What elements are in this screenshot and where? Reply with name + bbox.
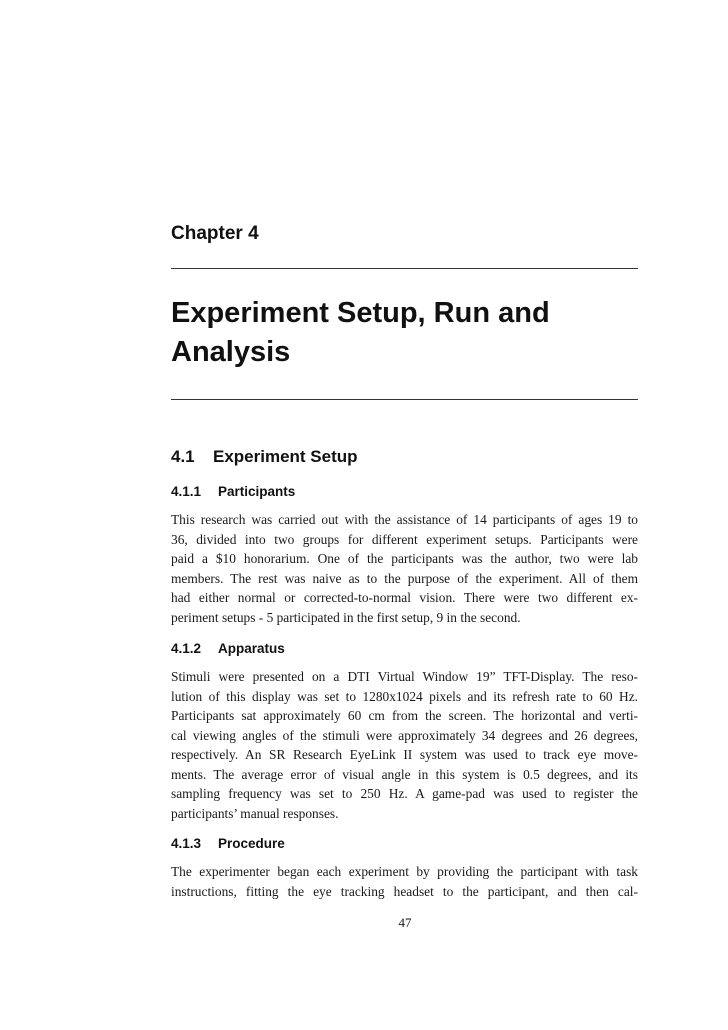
text-line: Stimuli were presented on a DTI Virtual Window 19” TFT-Display. The reso-	[171, 669, 638, 684]
paragraph-participants	[171, 510, 638, 627]
paragraph-apparatus	[171, 667, 638, 823]
text-line: lution of this display was set to 1280x1024 pixels and its refresh rate to 60 Hz.	[171, 688, 638, 704]
text-line: cal viewing angles of the stimuli were approximately 34 degrees and 26 degrees,	[171, 727, 638, 743]
subsection-number: 4.1.1	[171, 484, 202, 499]
text-line: instructions, fitting the eye tracking headset to the participant, and then cal-	[171, 883, 638, 899]
chapter-label: Chapter 4	[171, 223, 259, 244]
subsection-title: Participants	[218, 484, 296, 499]
section-number: 4.1	[171, 447, 195, 466]
text-line: 36, divided into two groups for different experiment setups. Participants were	[171, 531, 638, 547]
chapter-title-line: Experiment Setup, Run and	[171, 297, 550, 329]
subsection-number: 4.1.3	[171, 836, 202, 851]
subsection-heading	[171, 484, 295, 499]
title-rule-bottom	[171, 399, 638, 400]
text-line: ments. The average error of visual angle in this system is 0.5 degrees, and its	[171, 766, 638, 782]
chapter-title-line: Analysis	[171, 336, 291, 368]
section-heading	[171, 447, 358, 467]
text-line: participants’ manual responses.	[171, 805, 339, 821]
chapter-title	[171, 294, 638, 372]
page-number: 47	[398, 915, 412, 930]
text-line: periment setups - 5 participated in the first setup, 9 in the second.	[171, 609, 521, 625]
text-line: This research was carried out with the assistance of 14 participants of ages 19 to	[171, 512, 638, 527]
text-line: The experimenter began each experiment by providing the participant with task	[171, 864, 638, 879]
paragraph-procedure	[171, 862, 638, 901]
title-rule-top	[171, 268, 638, 269]
section-title: Experiment Setup	[213, 447, 358, 466]
text-line: Participants sat approximately 60 cm from the screen. The horizontal and verti-	[171, 708, 638, 723]
subsection-heading	[171, 836, 285, 851]
text-line: respectively. An SR Research EyeLink II system was used to track eye move-	[171, 747, 638, 762]
text-line: members. The rest was naive as to the purpose of the experiment. All of them	[171, 570, 638, 586]
subsection-heading	[171, 641, 285, 656]
subsection-title: Apparatus	[218, 641, 285, 656]
text-line: had either normal or corrected-to-normal vision. There were two different ex-	[171, 590, 638, 605]
text-line: sampling frequency was set to 250 Hz. A game-pad was used to register the	[171, 786, 638, 801]
subsection-title: Procedure	[218, 836, 285, 851]
subsection-number: 4.1.2	[171, 641, 202, 656]
text-line: paid a $10 honorarium. One of the participants was the author, two were lab	[171, 551, 638, 566]
